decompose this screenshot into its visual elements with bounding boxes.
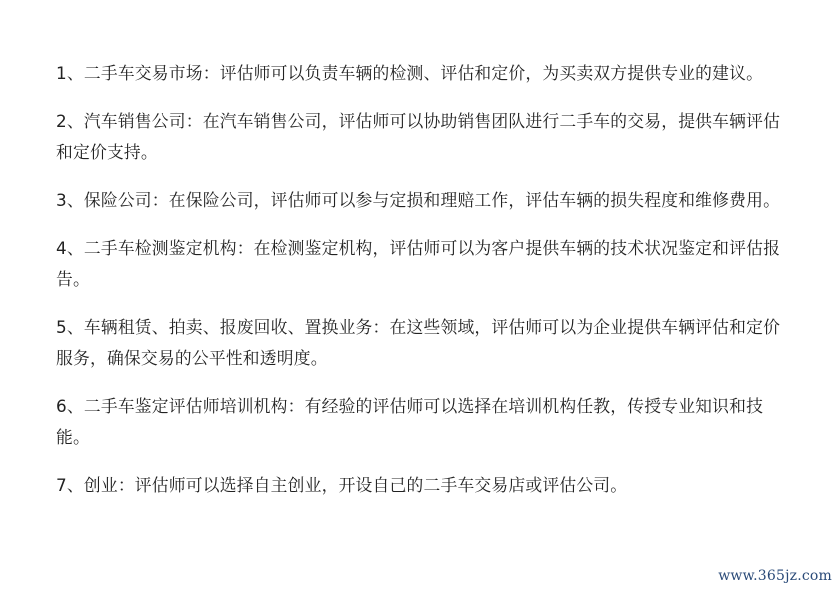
list-item: 7、创业：评估师可以选择自主创业，开设自己的二手车交易店或评估公司。 [56,475,628,495]
list-item: 6、二手车鉴定评估师培训机构：有经验的评估师可以选择在培训机构任教，传授专业知识和技能。 [56,396,764,447]
list-item: 3、保险公司：在保险公司，评估师可以参与定损和理赔工作，评估车辆的损失程度和维修费用。 [56,190,781,210]
article-body [56,58,791,518]
list-item: 5、车辆租赁、拍卖、报废回收、置换业务：在这些领域，评估师可以为企业提供车辆评估和定价服务，确保交易的公平性和透明度。 [56,317,781,368]
list-item: 2、汽车销售公司：在汽车销售公司，评估师可以协助销售团队进行二手车的交易，提供车辆评估和定价支持。 [56,111,781,162]
list-item: 1、二手车交易市场：评估师可以负责车辆的检测、评估和定价，为买卖双方提供专业的建议。 [56,63,764,83]
site-watermark: www.365jz.com [718,568,832,584]
list-item: 4、二手车检测鉴定机构：在检测鉴定机构，评估师可以为客户提供车辆的技术状况鉴定和评估报告。 [56,238,781,289]
